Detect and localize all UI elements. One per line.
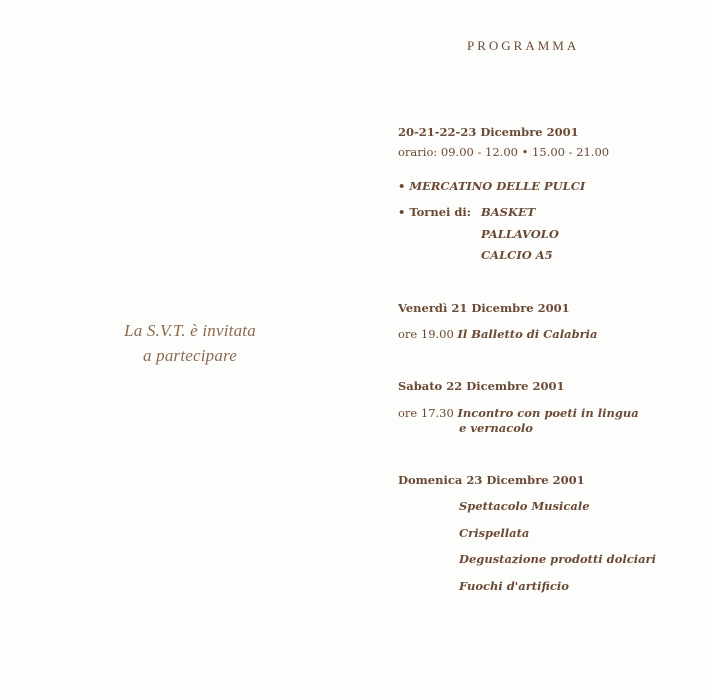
- block3-time: ore 17.30: [398, 406, 454, 420]
- block4-event-3: Degustazione prodotti dolciari: [459, 552, 656, 566]
- sport-calcio: CALCIO A5: [481, 248, 553, 262]
- invitation-text: [60, 318, 320, 368]
- bullet-1: •: [398, 179, 406, 193]
- block2-event: [398, 327, 598, 341]
- invitation-line-2: a partecipare: [142, 346, 238, 365]
- block2-date: Venerdì 21 Dicembre 2001: [398, 301, 570, 315]
- invitation-line-1: La S.V.T. è invitata: [124, 321, 256, 340]
- bullet-2: •: [398, 205, 406, 219]
- block4-event-2: Crispellata: [459, 526, 530, 540]
- block4-date: Domenica 23 Dicembre 2001: [398, 473, 585, 487]
- mercatino-label: MERCATINO DELLE PULCI: [409, 179, 586, 193]
- block1-date: 20-21-22-23 Dicembre 2001: [398, 125, 579, 139]
- block3-date: Sabato 22 Dicembre 2001: [398, 379, 565, 393]
- block2-event-label: Il Balletto di Calabria: [457, 327, 598, 341]
- tornei-label: Tornei di:: [409, 205, 472, 219]
- block1-item-mercatino: [398, 179, 585, 193]
- block3-event-line-2: e vernacolo: [459, 421, 533, 435]
- sport-basket: BASKET: [481, 205, 536, 219]
- block3-event: [398, 406, 639, 420]
- sport-pallavolo: PALLAVOLO: [481, 227, 559, 241]
- block3-event-line-1: Incontro con poeti in lingua: [457, 406, 639, 420]
- block4-event-4: Fuochi d'artificio: [459, 579, 569, 593]
- block4-event-1: Spettacolo Musicale: [459, 499, 590, 513]
- block1-hours: orario: 09.00 - 12.00 • 15.00 - 21.00: [398, 145, 610, 159]
- block1-item-tornei: [398, 205, 471, 219]
- program-title: PROGRAMMA: [467, 38, 580, 53]
- block2-time: ore 19.00: [398, 327, 454, 341]
